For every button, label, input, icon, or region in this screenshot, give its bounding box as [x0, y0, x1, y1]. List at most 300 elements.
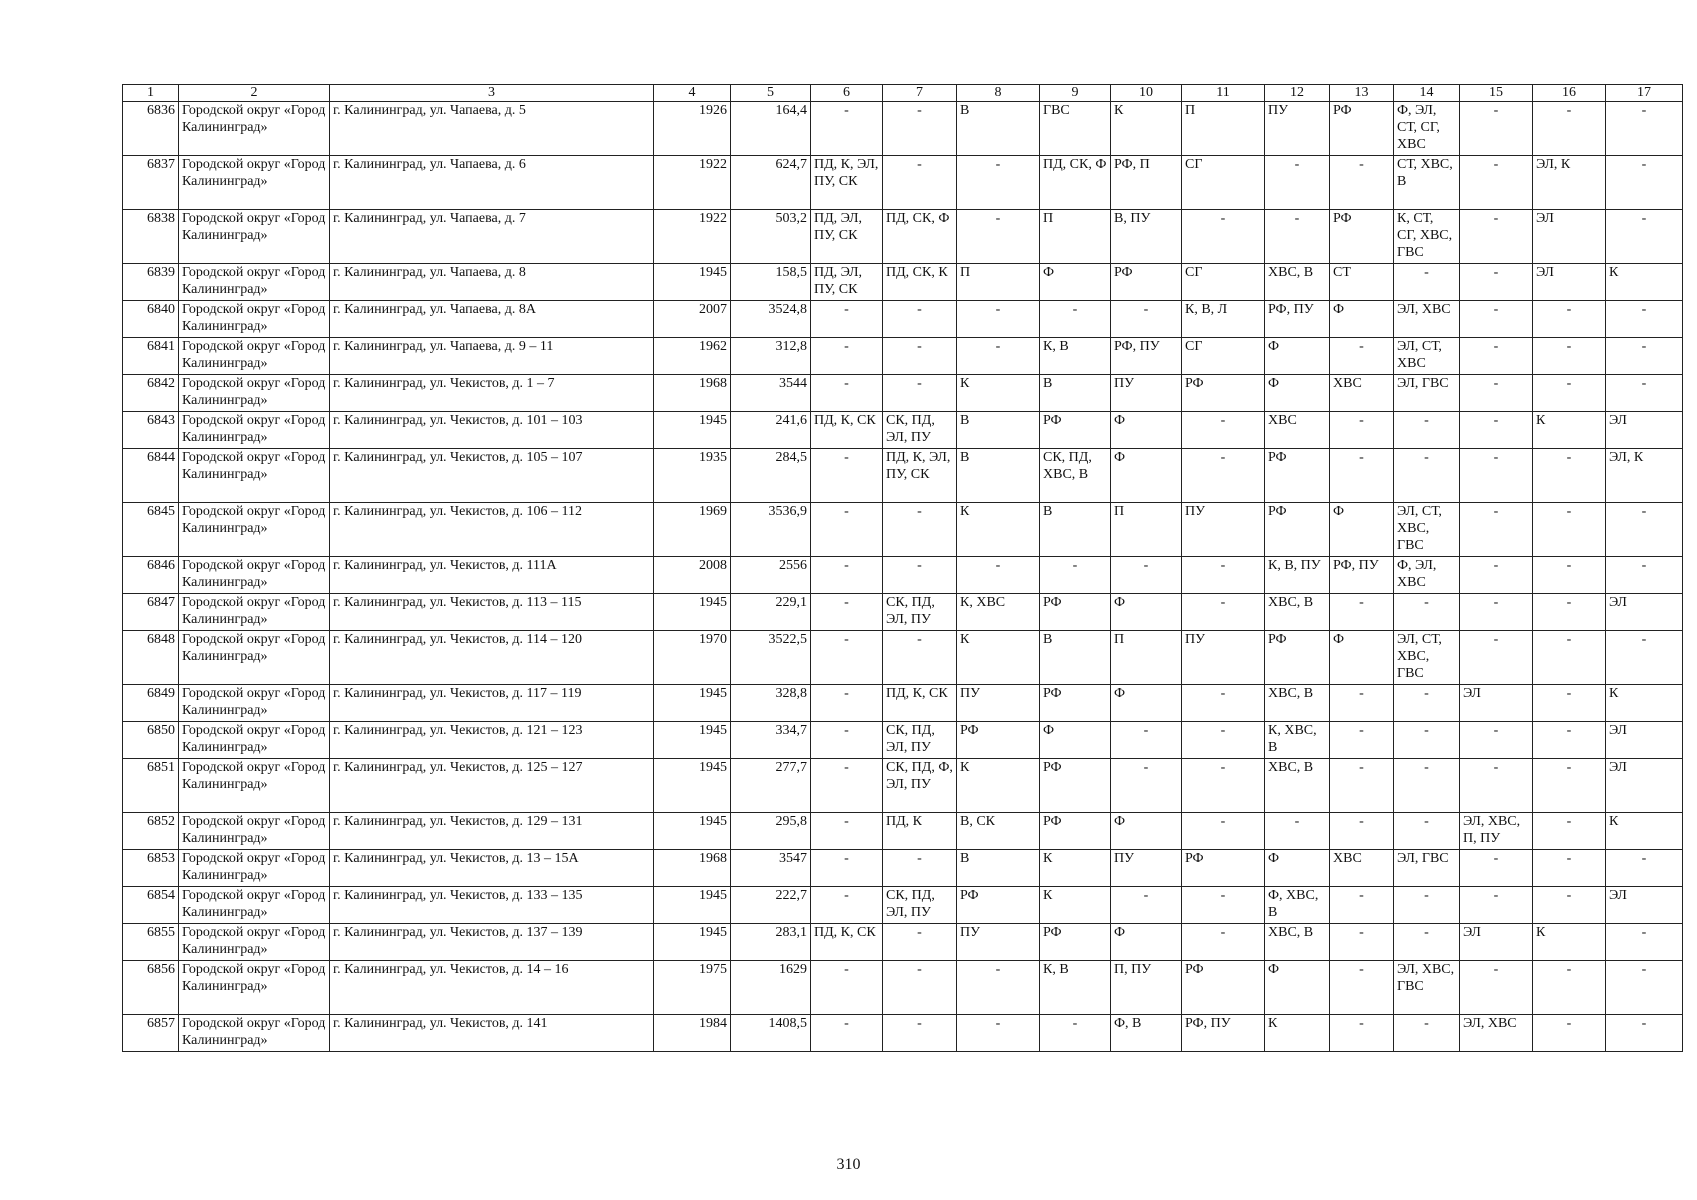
col-15-cell: - — [1460, 264, 1533, 301]
col-10-cell: Ф — [1111, 449, 1182, 503]
col-15-cell: - — [1460, 210, 1533, 264]
municipality-cell: Городской округ «Город Калининград» — [179, 375, 330, 412]
col-16-cell: - — [1533, 102, 1606, 156]
col-14-cell: ЭЛ, СТ, ХВС, ГВС — [1394, 503, 1460, 557]
address-cell: г. Калининград, ул. Чекистов, д. 111А — [330, 557, 654, 594]
col-8-cell: П — [957, 264, 1040, 301]
col-17-cell: - — [1606, 102, 1683, 156]
col-8-cell: В — [957, 412, 1040, 449]
address-cell: г. Калининград, ул. Чекистов, д. 125 – 127 — [330, 759, 654, 813]
col-7-cell: СК, ПД, Ф, ЭЛ, ПУ — [883, 759, 957, 813]
col-8-cell: - — [957, 338, 1040, 375]
column-header-16: 16 — [1533, 85, 1606, 102]
col-9-cell: РФ — [1040, 412, 1111, 449]
total-area-cell: 328,8 — [731, 685, 811, 722]
col-13-cell: - — [1330, 449, 1394, 503]
col-16-cell: - — [1533, 503, 1606, 557]
table-row — [123, 924, 1683, 961]
record-id-cell: 6851 — [123, 759, 179, 813]
col-6-cell: - — [811, 961, 883, 1015]
col-7-cell: СК, ПД, ЭЛ, ПУ — [883, 887, 957, 924]
col-13-cell: Ф — [1330, 503, 1394, 557]
total-area-cell: 158,5 — [731, 264, 811, 301]
address-cell: г. Калининград, ул. Чекистов, д. 114 – 120 — [330, 631, 654, 685]
col-15-cell: ЭЛ — [1460, 924, 1533, 961]
col-9-cell: РФ — [1040, 685, 1111, 722]
col-12-cell: - — [1265, 156, 1330, 210]
col-6-cell: ПД, К, СК — [811, 924, 883, 961]
col-6-cell: ПД, К, ЭЛ, ПУ, СК — [811, 156, 883, 210]
record-id-cell: 6852 — [123, 813, 179, 850]
col-14-cell: - — [1394, 264, 1460, 301]
col-17-cell: - — [1606, 375, 1683, 412]
col-7-cell: - — [883, 924, 957, 961]
col-8-cell: К — [957, 631, 1040, 685]
col-12-cell: РФ, ПУ — [1265, 301, 1330, 338]
build-year-cell: 1984 — [654, 1015, 731, 1052]
col-14-cell: - — [1394, 759, 1460, 813]
col-8-cell: ПУ — [957, 924, 1040, 961]
col-17-cell: - — [1606, 631, 1683, 685]
col-9-cell: - — [1040, 301, 1111, 338]
col-12-cell: - — [1265, 813, 1330, 850]
address-cell: г. Калининград, ул. Чапаева, д. 8А — [330, 301, 654, 338]
municipality-cell: Городской округ «Город Калининград» — [179, 759, 330, 813]
address-cell: г. Калининград, ул. Чекистов, д. 1 – 7 — [330, 375, 654, 412]
col-16-cell: ЭЛ — [1533, 210, 1606, 264]
col-6-cell: - — [811, 813, 883, 850]
col-10-cell: ПУ — [1111, 850, 1182, 887]
col-7-cell: СК, ПД, ЭЛ, ПУ — [883, 722, 957, 759]
col-16-cell: - — [1533, 961, 1606, 1015]
col-7-cell: СК, ПД, ЭЛ, ПУ — [883, 412, 957, 449]
table-row — [123, 685, 1683, 722]
record-id-cell: 6841 — [123, 338, 179, 375]
col-10-cell: К — [1111, 102, 1182, 156]
col-14-cell: СТ, ХВС, В — [1394, 156, 1460, 210]
col-11-cell: - — [1182, 449, 1265, 503]
col-11-cell: РФ — [1182, 850, 1265, 887]
col-10-cell: Ф — [1111, 924, 1182, 961]
col-6-cell: - — [811, 375, 883, 412]
col-6-cell: - — [811, 850, 883, 887]
col-14-cell: - — [1394, 887, 1460, 924]
col-17-cell: К — [1606, 264, 1683, 301]
municipality-cell: Городской округ «Город Калининград» — [179, 156, 330, 210]
col-13-cell: - — [1330, 759, 1394, 813]
col-8-cell: - — [957, 1015, 1040, 1052]
address-cell: г. Калининград, ул. Чекистов, д. 106 – 112 — [330, 503, 654, 557]
address-cell: г. Калининград, ул. Чекистов, д. 141 — [330, 1015, 654, 1052]
record-id-cell: 6843 — [123, 412, 179, 449]
col-14-cell: - — [1394, 1015, 1460, 1052]
build-year-cell: 1922 — [654, 210, 731, 264]
column-header-12: 12 — [1265, 85, 1330, 102]
col-10-cell: Ф, В — [1111, 1015, 1182, 1052]
build-year-cell: 1975 — [654, 961, 731, 1015]
col-11-cell: - — [1182, 887, 1265, 924]
record-id-cell: 6849 — [123, 685, 179, 722]
col-8-cell: - — [957, 210, 1040, 264]
col-9-cell: - — [1040, 557, 1111, 594]
column-header-9: 9 — [1040, 85, 1111, 102]
address-cell: г. Калининград, ул. Чапаева, д. 5 — [330, 102, 654, 156]
col-17-cell: ЭЛ, К — [1606, 449, 1683, 503]
col-17-cell: - — [1606, 301, 1683, 338]
col-11-cell: К, В, Л — [1182, 301, 1265, 338]
build-year-cell: 1970 — [654, 631, 731, 685]
col-12-cell: - — [1265, 210, 1330, 264]
col-10-cell: - — [1111, 759, 1182, 813]
total-area-cell: 283,1 — [731, 924, 811, 961]
total-area-cell: 3536,9 — [731, 503, 811, 557]
col-7-cell: ПД, СК, К — [883, 264, 957, 301]
col-7-cell: - — [883, 557, 957, 594]
col-12-cell: ХВС, В — [1265, 264, 1330, 301]
col-11-cell: ПУ — [1182, 503, 1265, 557]
total-area-cell: 312,8 — [731, 338, 811, 375]
col-10-cell: П — [1111, 631, 1182, 685]
column-header-10: 10 — [1111, 85, 1182, 102]
col-8-cell: РФ — [957, 722, 1040, 759]
col-6-cell: - — [811, 102, 883, 156]
table-row — [123, 850, 1683, 887]
build-year-cell: 1945 — [654, 412, 731, 449]
col-9-cell: РФ — [1040, 813, 1111, 850]
col-16-cell: - — [1533, 685, 1606, 722]
build-year-cell: 1945 — [654, 813, 731, 850]
record-id-cell: 6837 — [123, 156, 179, 210]
col-11-cell: - — [1182, 412, 1265, 449]
col-7-cell: - — [883, 961, 957, 1015]
table-row — [123, 210, 1683, 264]
col-11-cell: РФ — [1182, 375, 1265, 412]
col-8-cell: К — [957, 759, 1040, 813]
col-12-cell: РФ — [1265, 503, 1330, 557]
municipality-cell: Городской округ «Город Калининград» — [179, 887, 330, 924]
col-11-cell: РФ — [1182, 961, 1265, 1015]
col-10-cell: - — [1111, 301, 1182, 338]
col-8-cell: К, ХВС — [957, 594, 1040, 631]
record-id-cell: 6838 — [123, 210, 179, 264]
col-6-cell: ПД, ЭЛ, ПУ, СК — [811, 210, 883, 264]
page-number: 310 — [836, 1156, 861, 1173]
column-header-14: 14 — [1394, 85, 1460, 102]
col-9-cell: - — [1040, 1015, 1111, 1052]
address-cell: г. Калининград, ул. Чапаева, д. 9 – 11 — [330, 338, 654, 375]
col-11-cell: - — [1182, 813, 1265, 850]
data-table — [122, 84, 1683, 1052]
col-17-cell: - — [1606, 210, 1683, 264]
col-16-cell: ЭЛ, К — [1533, 156, 1606, 210]
build-year-cell: 1945 — [654, 887, 731, 924]
build-year-cell: 1945 — [654, 264, 731, 301]
column-header-3: 3 — [330, 85, 654, 102]
col-12-cell: ХВС, В — [1265, 685, 1330, 722]
col-16-cell: - — [1533, 631, 1606, 685]
col-17-cell: - — [1606, 338, 1683, 375]
col-7-cell: - — [883, 850, 957, 887]
address-cell: г. Калининград, ул. Чапаева, д. 8 — [330, 264, 654, 301]
col-8-cell: - — [957, 557, 1040, 594]
total-area-cell: 164,4 — [731, 102, 811, 156]
col-14-cell: - — [1394, 594, 1460, 631]
col-11-cell: - — [1182, 210, 1265, 264]
record-id-cell: 6848 — [123, 631, 179, 685]
build-year-cell: 1922 — [654, 156, 731, 210]
col-12-cell: ПУ — [1265, 102, 1330, 156]
col-8-cell: - — [957, 156, 1040, 210]
col-7-cell: - — [883, 301, 957, 338]
col-9-cell: СК, ПД, ХВС, В — [1040, 449, 1111, 503]
col-10-cell: - — [1111, 722, 1182, 759]
col-9-cell: К — [1040, 887, 1111, 924]
col-11-cell: - — [1182, 557, 1265, 594]
col-14-cell: - — [1394, 685, 1460, 722]
municipality-cell: Городской округ «Город Калининград» — [179, 338, 330, 375]
col-14-cell: ЭЛ, СТ, ХВС, ГВС — [1394, 631, 1460, 685]
col-12-cell: К, ХВС, В — [1265, 722, 1330, 759]
col-7-cell: ПД, К, СК — [883, 685, 957, 722]
col-9-cell: РФ — [1040, 924, 1111, 961]
col-12-cell: Ф — [1265, 850, 1330, 887]
col-14-cell: К, СТ, СГ, ХВС, ГВС — [1394, 210, 1460, 264]
col-8-cell: К — [957, 503, 1040, 557]
column-header-13: 13 — [1330, 85, 1394, 102]
col-7-cell: ПД, К, ЭЛ, ПУ, СК — [883, 449, 957, 503]
col-16-cell: - — [1533, 850, 1606, 887]
build-year-cell: 1926 — [654, 102, 731, 156]
col-17-cell: - — [1606, 1015, 1683, 1052]
address-cell: г. Калининград, ул. Чекистов, д. 121 – 123 — [330, 722, 654, 759]
col-8-cell: В — [957, 102, 1040, 156]
table-row — [123, 503, 1683, 557]
build-year-cell: 1968 — [654, 375, 731, 412]
col-8-cell: В, СК — [957, 813, 1040, 850]
col-16-cell: - — [1533, 338, 1606, 375]
col-8-cell: В — [957, 850, 1040, 887]
col-6-cell: - — [811, 685, 883, 722]
col-16-cell: - — [1533, 1015, 1606, 1052]
municipality-cell: Городской округ «Город Калининград» — [179, 102, 330, 156]
col-10-cell: ПУ — [1111, 375, 1182, 412]
col-6-cell: - — [811, 503, 883, 557]
total-area-cell: 295,8 — [731, 813, 811, 850]
col-12-cell: ХВС, В — [1265, 759, 1330, 813]
record-id-cell: 6854 — [123, 887, 179, 924]
col-6-cell: - — [811, 338, 883, 375]
col-14-cell: Ф, ЭЛ, СТ, СГ, ХВС — [1394, 102, 1460, 156]
total-area-cell: 241,6 — [731, 412, 811, 449]
municipality-cell: Городской округ «Город Калининград» — [179, 1015, 330, 1052]
col-9-cell: В — [1040, 375, 1111, 412]
record-id-cell: 6840 — [123, 301, 179, 338]
record-id-cell: 6857 — [123, 1015, 179, 1052]
table-row — [123, 264, 1683, 301]
municipality-cell: Городской округ «Город Калининград» — [179, 557, 330, 594]
table-row — [123, 1015, 1683, 1052]
record-id-cell: 6845 — [123, 503, 179, 557]
col-16-cell: - — [1533, 594, 1606, 631]
col-14-cell: ЭЛ, ХВС — [1394, 301, 1460, 338]
col-16-cell: К — [1533, 412, 1606, 449]
col-13-cell: - — [1330, 887, 1394, 924]
col-14-cell: - — [1394, 722, 1460, 759]
col-13-cell: - — [1330, 412, 1394, 449]
col-16-cell: - — [1533, 887, 1606, 924]
col-14-cell: ЭЛ, СТ, ХВС — [1394, 338, 1460, 375]
table-row — [123, 759, 1683, 813]
col-7-cell: - — [883, 631, 957, 685]
col-15-cell: - — [1460, 850, 1533, 887]
column-header-6: 6 — [811, 85, 883, 102]
col-11-cell: П — [1182, 102, 1265, 156]
total-area-cell: 1408,5 — [731, 1015, 811, 1052]
col-10-cell: - — [1111, 887, 1182, 924]
col-9-cell: К, В — [1040, 961, 1111, 1015]
table-row — [123, 301, 1683, 338]
col-10-cell: П — [1111, 503, 1182, 557]
col-17-cell: - — [1606, 961, 1683, 1015]
total-area-cell: 1629 — [731, 961, 811, 1015]
total-area-cell: 222,7 — [731, 887, 811, 924]
table-row — [123, 449, 1683, 503]
address-cell: г. Калининград, ул. Чекистов, д. 137 – 139 — [330, 924, 654, 961]
col-13-cell: - — [1330, 924, 1394, 961]
col-8-cell: - — [957, 961, 1040, 1015]
col-9-cell: В — [1040, 503, 1111, 557]
col-7-cell: - — [883, 156, 957, 210]
col-13-cell: Ф — [1330, 631, 1394, 685]
col-17-cell: - — [1606, 924, 1683, 961]
col-13-cell: РФ, ПУ — [1330, 557, 1394, 594]
col-15-cell: ЭЛ, ХВС — [1460, 1015, 1533, 1052]
build-year-cell: 1968 — [654, 850, 731, 887]
col-10-cell: Ф — [1111, 412, 1182, 449]
municipality-cell: Городской округ «Город Калининград» — [179, 210, 330, 264]
col-15-cell: - — [1460, 102, 1533, 156]
col-9-cell: РФ — [1040, 594, 1111, 631]
col-16-cell: К — [1533, 924, 1606, 961]
municipality-cell: Городской округ «Город Калининград» — [179, 722, 330, 759]
col-13-cell: ХВС — [1330, 850, 1394, 887]
record-id-cell: 6842 — [123, 375, 179, 412]
col-12-cell: Ф — [1265, 961, 1330, 1015]
municipality-cell: Городской округ «Город Калининград» — [179, 850, 330, 887]
municipality-cell: Городской округ «Город Калининград» — [179, 503, 330, 557]
total-area-cell: 3544 — [731, 375, 811, 412]
record-id-cell: 6855 — [123, 924, 179, 961]
col-7-cell: СК, ПД, ЭЛ, ПУ — [883, 594, 957, 631]
col-7-cell: - — [883, 503, 957, 557]
col-6-cell: - — [811, 887, 883, 924]
col-14-cell: ЭЛ, ГВС — [1394, 375, 1460, 412]
col-15-cell: - — [1460, 759, 1533, 813]
column-header-1: 1 — [123, 85, 179, 102]
col-15-cell: ЭЛ — [1460, 685, 1533, 722]
col-12-cell: К, В, ПУ — [1265, 557, 1330, 594]
col-11-cell: СГ — [1182, 264, 1265, 301]
col-6-cell: - — [811, 449, 883, 503]
col-12-cell: ХВС — [1265, 412, 1330, 449]
col-13-cell: - — [1330, 685, 1394, 722]
col-15-cell: - — [1460, 594, 1533, 631]
total-area-cell: 277,7 — [731, 759, 811, 813]
column-header-15: 15 — [1460, 85, 1533, 102]
col-6-cell: ПД, ЭЛ, ПУ, СК — [811, 264, 883, 301]
col-11-cell: СГ — [1182, 338, 1265, 375]
build-year-cell: 1945 — [654, 594, 731, 631]
table-row — [123, 338, 1683, 375]
total-area-cell: 284,5 — [731, 449, 811, 503]
col-10-cell: П, ПУ — [1111, 961, 1182, 1015]
total-area-cell: 229,1 — [731, 594, 811, 631]
col-9-cell: Ф — [1040, 264, 1111, 301]
total-area-cell: 503,2 — [731, 210, 811, 264]
col-13-cell: РФ — [1330, 102, 1394, 156]
col-16-cell: - — [1533, 813, 1606, 850]
municipality-cell: Городской округ «Город Калининград» — [179, 594, 330, 631]
col-11-cell: СГ — [1182, 156, 1265, 210]
table-row — [123, 813, 1683, 850]
col-6-cell: - — [811, 557, 883, 594]
record-id-cell: 6836 — [123, 102, 179, 156]
col-12-cell: ХВС, В — [1265, 924, 1330, 961]
col-10-cell: В, ПУ — [1111, 210, 1182, 264]
col-13-cell: ХВС — [1330, 375, 1394, 412]
build-year-cell: 1969 — [654, 503, 731, 557]
col-13-cell: Ф — [1330, 301, 1394, 338]
table-row — [123, 557, 1683, 594]
build-year-cell: 1962 — [654, 338, 731, 375]
column-header-11: 11 — [1182, 85, 1265, 102]
col-9-cell: Ф — [1040, 722, 1111, 759]
col-15-cell: - — [1460, 449, 1533, 503]
col-6-cell: - — [811, 759, 883, 813]
col-16-cell: - — [1533, 722, 1606, 759]
municipality-cell: Городской округ «Город Калининград» — [179, 449, 330, 503]
table-row — [123, 961, 1683, 1015]
col-17-cell: - — [1606, 557, 1683, 594]
col-8-cell: В — [957, 449, 1040, 503]
record-id-cell: 6839 — [123, 264, 179, 301]
col-7-cell: - — [883, 1015, 957, 1052]
col-9-cell: К, В — [1040, 338, 1111, 375]
col-12-cell: Ф, ХВС, В — [1265, 887, 1330, 924]
total-area-cell: 3524,8 — [731, 301, 811, 338]
column-header-5: 5 — [731, 85, 811, 102]
col-14-cell: - — [1394, 449, 1460, 503]
municipality-cell: Городской округ «Город Калининград» — [179, 924, 330, 961]
col-6-cell: - — [811, 1015, 883, 1052]
column-header-2: 2 — [179, 85, 330, 102]
record-id-cell: 6844 — [123, 449, 179, 503]
col-17-cell: - — [1606, 850, 1683, 887]
col-17-cell: ЭЛ — [1606, 412, 1683, 449]
col-8-cell: РФ — [957, 887, 1040, 924]
column-header-4: 4 — [654, 85, 731, 102]
col-10-cell: РФ, ПУ — [1111, 338, 1182, 375]
column-header-7: 7 — [883, 85, 957, 102]
col-15-cell: - — [1460, 961, 1533, 1015]
col-10-cell: Ф — [1111, 685, 1182, 722]
col-13-cell: - — [1330, 813, 1394, 850]
address-cell: г. Калининград, ул. Чекистов, д. 133 – 135 — [330, 887, 654, 924]
col-17-cell: ЭЛ — [1606, 887, 1683, 924]
col-7-cell: ПД, СК, Ф — [883, 210, 957, 264]
header-row — [123, 85, 1683, 102]
col-13-cell: - — [1330, 961, 1394, 1015]
